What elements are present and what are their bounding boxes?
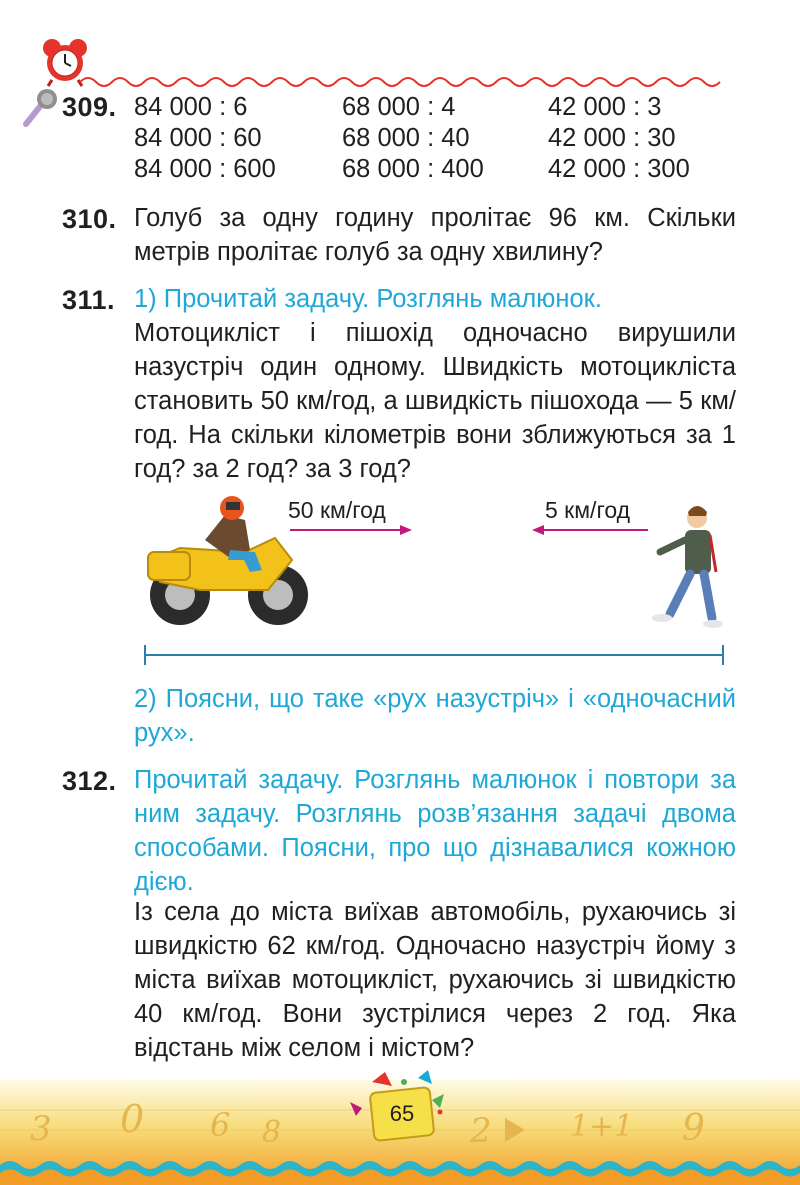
arrow-left-icon	[532, 525, 648, 535]
arrow-right-icon	[290, 525, 412, 535]
page-number: 65	[389, 1101, 415, 1126]
microphone-icon	[26, 89, 57, 124]
exercise-310-text: Голуб за одну годину пролітає 96 км. Скільки метрів пролітає голуб за одну хвилину?	[134, 204, 736, 266]
expression: 84 000 : 600	[134, 155, 276, 183]
footer-decoration	[0, 1070, 800, 1185]
exercise-310-number: 310.	[62, 204, 117, 234]
decor-digit: 6	[210, 1106, 231, 1144]
decor-digit: 3	[30, 1109, 52, 1149]
expression: 68 000 : 40	[342, 124, 470, 152]
distance-segment	[145, 645, 723, 665]
exercise-311-task2: 2) Поясни, що таке «рух назустріч» і «одночасний рух».	[134, 685, 736, 747]
illustration-motion	[0, 490, 800, 670]
alarm-clock-icon	[43, 39, 87, 86]
expression: 84 000 : 6	[134, 93, 248, 121]
pedestrian-picture	[652, 506, 723, 628]
exercise-312-problem: Із села до міста виїхав автомобіль, рухаючись зі швидкістю 62 км/год. Одночасно назустріч йому з міста виїхав мотоцикліст, рухаючись зі швидкістю 40 км/год. Вони зустрілися через 2 год. Яка відстань між селом і містом?	[134, 898, 736, 1062]
exercise-309-col3	[548, 92, 690, 185]
speed-label-pedestrian: 5 км/год	[545, 497, 631, 523]
exercise-309-col1	[134, 92, 276, 185]
exercise-309-col2	[342, 92, 484, 185]
exercise-309-number: 309.	[62, 92, 117, 122]
expression: 84 000 : 60	[134, 124, 262, 152]
exercise-311-problem: Мотоциклiст і пішохід одночасно вирушили назустріч один одному. Швидкість мотоцикліста становить 50 км/год, а швидкість пішохода — 5 км/год. На скільки кілометрів вони зближуються за 1 год? за 2 год? за 3 год?	[134, 319, 736, 483]
expression: 42 000 : 30	[548, 124, 676, 152]
header-wave-line	[80, 78, 720, 86]
decor-digit: 8	[262, 1115, 282, 1150]
motorcycle-picture	[148, 496, 308, 625]
exercise-311-number: 311.	[62, 285, 116, 315]
exercise-312-number: 312.	[62, 766, 117, 796]
decor-digit: 1+1	[570, 1109, 634, 1144]
decor-digit: 0	[120, 1097, 145, 1141]
decor-digit: 2	[470, 1111, 492, 1151]
exercise-311-task1: 1) Прочитай задачу. Розглянь малюнок.	[134, 285, 602, 313]
expression: 68 000 : 400	[342, 155, 484, 183]
exercise-312-task: Прочитай задачу. Розглянь малюнок і повтори за ним задачу. Розглянь розв’язання задачі двома способами. Поясни, про що дізнавалися кожною дією.	[134, 766, 736, 896]
expression: 42 000 : 3	[548, 93, 662, 121]
expression: 42 000 : 300	[548, 155, 690, 183]
decor-digit: 9	[682, 1108, 705, 1149]
expression: 68 000 : 4	[342, 93, 456, 121]
speed-label-motorcyclist: 50 км/год	[288, 497, 386, 523]
